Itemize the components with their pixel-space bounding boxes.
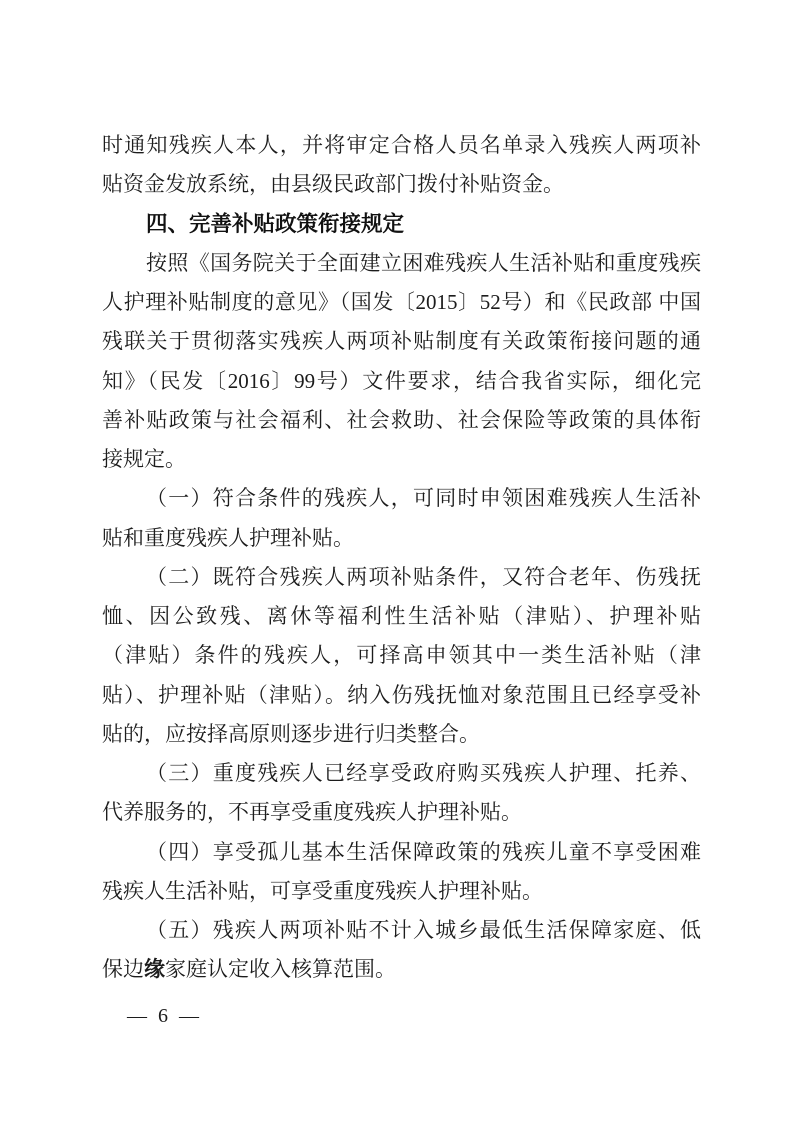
text-line: [102, 950, 701, 989]
text-line: （津贴）条件的残疾人，可择高申领其中一类生活补贴（津: [102, 643, 701, 668]
text-line: 贴）、护理补贴（津贴）。纳入伤残抚恤对象范围且已经享受补: [102, 682, 701, 707]
text-line: 按照《国务院关于全面建立困难残疾人生活补贴和重度残疾: [146, 250, 701, 275]
text-line: 代养服务的，不再享受重度残疾人护理补贴。: [102, 800, 522, 825]
text-line: 贴资金发放系统，由县级民政部门拨付补贴资金。: [102, 172, 564, 197]
text-block: [102, 126, 701, 990]
text-line: 善补贴政策与社会福利、社会救助、社会保险等政策的具体衔: [102, 407, 701, 432]
text-line: （一）符合条件的残疾人，可同时申领困难残疾人生活补: [146, 486, 701, 511]
page-number: — 6 —: [127, 1005, 202, 1027]
bold-character: 缘: [144, 957, 165, 982]
text-line: （五）残疾人两项补贴不计入城乡最低生活保障家庭、低: [146, 918, 701, 942]
text-line: 贴和重度残疾人护理补贴。: [102, 525, 354, 550]
text-line: （二）既符合残疾人两项补贴条件，又符合老年、伤残抚: [146, 564, 701, 589]
text-segment: 保边: [102, 957, 144, 982]
section-heading: 四、完善补贴政策衔接规定: [146, 211, 405, 236]
text-line: 残联关于贯彻落实残疾人两项补贴制度有关政策衔接问题的通: [102, 329, 701, 354]
text-line: 残疾人生活补贴，可享受重度残疾人护理补贴。: [102, 878, 543, 903]
text-line: 接规定。: [102, 447, 186, 471]
text-line: 恤、因公致残、离休等福利性生活补贴（津贴）、护理补贴: [102, 604, 701, 628]
text-line: 人护理补贴制度的意见》（国发〔2015〕52号）和《民政部 中国: [102, 290, 701, 314]
text-line: 知》（民发〔2016〕99号）文件要求，结合我省实际，细化完: [102, 368, 701, 393]
text-line: 贴的，应按择高原则逐步进行归类整合。: [102, 721, 480, 746]
text-line: （四）享受孤儿基本生活保障政策的残疾儿童不享受困难: [146, 839, 701, 864]
text-line: （三）重度残疾人已经享受政府购买残疾人护理、托养、: [146, 761, 701, 785]
text-segment: 家庭认定收入核算范围。: [165, 957, 396, 982]
text-line: 时通知残疾人本人，并将审定合格人员名单录入残疾人两项补: [102, 133, 701, 157]
